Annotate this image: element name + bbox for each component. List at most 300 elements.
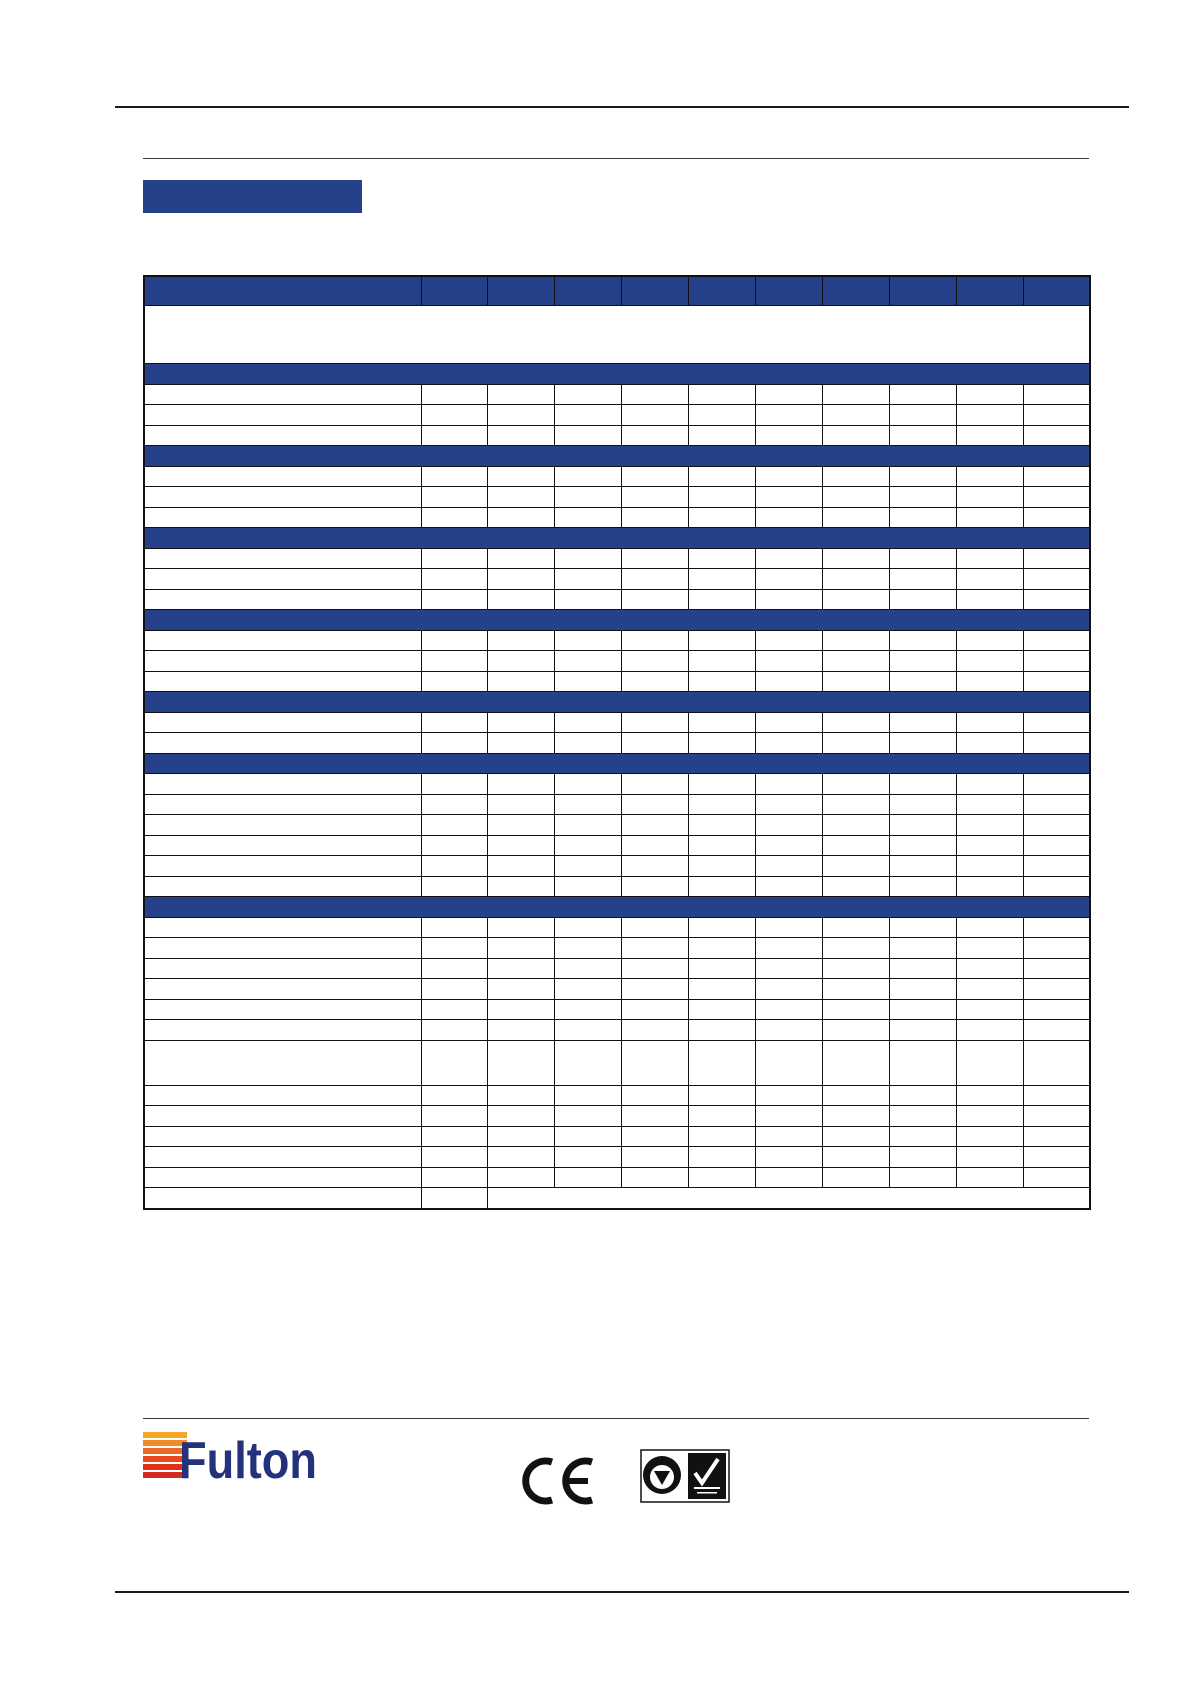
table-cell	[822, 1147, 889, 1168]
table-cell	[822, 507, 889, 528]
header-model-cell	[755, 276, 822, 306]
table-cell	[621, 589, 688, 610]
table-cell	[956, 999, 1023, 1020]
table-cell	[755, 712, 822, 733]
table-row	[144, 466, 1090, 487]
table-cell	[621, 548, 688, 569]
table-cell	[889, 958, 956, 979]
table-cell	[621, 712, 688, 733]
table-cell	[822, 1020, 889, 1041]
table-cell	[889, 979, 956, 1000]
table-cell	[755, 979, 822, 1000]
table-cell	[421, 466, 487, 487]
table-cell	[421, 794, 487, 815]
table-row	[144, 425, 1090, 446]
table-cell	[755, 835, 822, 856]
table-row	[144, 1040, 1090, 1085]
table-cell	[956, 876, 1023, 897]
table-cell	[956, 958, 1023, 979]
table-cell	[688, 958, 755, 979]
table-cell	[421, 1126, 487, 1147]
table-cell	[956, 507, 1023, 528]
table-cell	[621, 774, 688, 795]
table-cell	[956, 1106, 1023, 1127]
table-cell	[487, 794, 554, 815]
table-cell	[822, 794, 889, 815]
table-cell	[554, 569, 621, 590]
table-cell	[688, 630, 755, 651]
row-label-cell	[144, 794, 421, 815]
table-cell	[554, 733, 621, 754]
table-cell	[1023, 487, 1090, 508]
table-cell	[822, 671, 889, 692]
table-cell	[621, 1147, 688, 1168]
table-cell	[956, 1147, 1023, 1168]
table-cell	[889, 938, 956, 959]
table-cell	[956, 405, 1023, 426]
table-cell	[688, 815, 755, 836]
table-cell	[421, 589, 487, 610]
table-cell	[621, 999, 688, 1020]
table-cell	[1023, 1126, 1090, 1147]
table-cell	[621, 487, 688, 508]
table-cell	[755, 507, 822, 528]
section-header-cell	[144, 897, 1090, 918]
table-cell	[487, 671, 554, 692]
table-cell	[889, 999, 956, 1020]
row-label-cell	[144, 630, 421, 651]
table-cell	[822, 856, 889, 877]
table-cell	[554, 630, 621, 651]
table-cell	[889, 569, 956, 590]
table-cell	[755, 651, 822, 672]
table-cell	[688, 651, 755, 672]
table-cell	[956, 1085, 1023, 1106]
table-row	[144, 569, 1090, 590]
table-cell	[822, 589, 889, 610]
table-row	[144, 958, 1090, 979]
table-cell	[421, 958, 487, 979]
table-cell	[621, 1040, 688, 1085]
table-cell	[956, 548, 1023, 569]
row-label-cell	[144, 405, 421, 426]
table-cell	[956, 589, 1023, 610]
table-cell	[956, 979, 1023, 1000]
table-row	[144, 774, 1090, 795]
table-cell	[487, 815, 554, 836]
table-cell	[421, 876, 487, 897]
table-cell	[421, 733, 487, 754]
table-row	[144, 405, 1090, 426]
table-cell	[822, 466, 889, 487]
table-cell	[487, 425, 554, 446]
table-cell	[688, 876, 755, 897]
table-cell	[822, 405, 889, 426]
table-cell	[755, 774, 822, 795]
table-cell	[621, 569, 688, 590]
table-row	[144, 651, 1090, 672]
header-model-cell	[554, 276, 621, 306]
table-cell	[487, 1106, 554, 1127]
table-cell	[554, 712, 621, 733]
table-cell	[421, 712, 487, 733]
table-cell	[487, 1085, 554, 1106]
table-cell	[822, 487, 889, 508]
section-header-cell	[144, 528, 1090, 549]
table-cell	[956, 384, 1023, 405]
table-cell	[487, 487, 554, 508]
table-cell	[889, 548, 956, 569]
row-label-cell	[144, 466, 421, 487]
title-underline	[143, 158, 1089, 159]
section-header-row	[144, 446, 1090, 467]
section-header-row	[144, 364, 1090, 385]
row-label-cell	[144, 733, 421, 754]
table-cell	[688, 1040, 755, 1085]
table-cell	[1023, 815, 1090, 836]
table-cell	[554, 425, 621, 446]
table-cell	[554, 487, 621, 508]
table-cell	[621, 384, 688, 405]
row-label-cell	[144, 835, 421, 856]
row-label-cell	[144, 507, 421, 528]
table-cell	[421, 979, 487, 1000]
header-model-cell	[822, 276, 889, 306]
section-header-row	[144, 897, 1090, 918]
table-cell	[889, 917, 956, 938]
table-cell	[755, 671, 822, 692]
table-cell	[1023, 774, 1090, 795]
table-cell	[1023, 1106, 1090, 1127]
table-cell	[889, 466, 956, 487]
table-cell	[621, 1126, 688, 1147]
table-cell	[487, 876, 554, 897]
table-cell	[889, 1167, 956, 1188]
table-cell	[755, 1106, 822, 1127]
table-cell	[688, 979, 755, 1000]
table-cell	[421, 1106, 487, 1127]
table-cell	[688, 569, 755, 590]
table-cell	[889, 384, 956, 405]
table-cell	[688, 384, 755, 405]
table-cell	[889, 405, 956, 426]
table-cell	[1023, 1040, 1090, 1085]
header-model-cell	[1023, 276, 1090, 306]
table-cell	[956, 1167, 1023, 1188]
section-header-row	[144, 528, 1090, 549]
row-label-cell	[144, 938, 421, 959]
table-cell	[822, 712, 889, 733]
table-cell	[956, 569, 1023, 590]
table-cell	[889, 794, 956, 815]
table-cell	[487, 384, 554, 405]
table-cell	[956, 671, 1023, 692]
table-cell	[822, 651, 889, 672]
row-label-cell	[144, 1040, 421, 1085]
row-label-cell	[144, 548, 421, 569]
table-cell	[554, 671, 621, 692]
table-cell	[956, 733, 1023, 754]
table-cell	[755, 405, 822, 426]
table-cell	[755, 876, 822, 897]
table-cell	[487, 651, 554, 672]
row-label-cell	[144, 1106, 421, 1127]
table-cell	[688, 1020, 755, 1041]
table-cell	[889, 856, 956, 877]
table-cell	[755, 466, 822, 487]
table-cell	[889, 712, 956, 733]
table-cell	[621, 671, 688, 692]
table-cell	[688, 1126, 755, 1147]
table-cell	[554, 1085, 621, 1106]
table-row	[144, 938, 1090, 959]
table-cell	[889, 671, 956, 692]
table-cell	[1023, 938, 1090, 959]
table-cell	[554, 1126, 621, 1147]
table-cell	[421, 487, 487, 508]
table-row	[144, 487, 1090, 508]
table-cell	[621, 1106, 688, 1127]
table-cell	[889, 1040, 956, 1085]
table-row	[144, 1085, 1090, 1106]
table-cell	[822, 774, 889, 795]
table-cell	[487, 1167, 554, 1188]
table-cell	[688, 487, 755, 508]
table-cell	[1023, 651, 1090, 672]
header-model-cell	[621, 276, 688, 306]
table-row	[144, 835, 1090, 856]
table-row	[144, 1167, 1090, 1188]
table-cell	[956, 835, 1023, 856]
section-header-cell	[144, 753, 1090, 774]
row-label-cell	[144, 569, 421, 590]
table-cell	[554, 1106, 621, 1127]
table-cell	[1023, 405, 1090, 426]
table-cell	[688, 733, 755, 754]
section-header-cell	[144, 446, 1090, 467]
header-model-cell	[688, 276, 755, 306]
table-cell	[621, 1085, 688, 1106]
table-cell	[822, 938, 889, 959]
table-cell	[1023, 1167, 1090, 1188]
table-cell	[621, 958, 688, 979]
table-cell	[421, 815, 487, 836]
specification-table-body	[144, 276, 1090, 1209]
table-cell	[621, 507, 688, 528]
fulton-logo-icon	[143, 1430, 318, 1490]
table-cell	[1023, 384, 1090, 405]
table-cell	[621, 876, 688, 897]
table-cell	[688, 548, 755, 569]
table-cell	[487, 548, 554, 569]
table-cell	[487, 938, 554, 959]
table-cell	[1023, 733, 1090, 754]
table-cell	[822, 1126, 889, 1147]
table-cell	[554, 856, 621, 877]
table-cell	[421, 938, 487, 959]
header-rule	[115, 106, 1129, 108]
table-cell	[1023, 466, 1090, 487]
table-header-row	[144, 276, 1090, 306]
table-cell	[487, 1020, 554, 1041]
table-row	[144, 815, 1090, 836]
table-cell	[755, 630, 822, 651]
table-cell	[421, 1188, 487, 1209]
table-cell	[688, 1106, 755, 1127]
table-cell	[688, 589, 755, 610]
section-header-cell	[144, 364, 1090, 385]
table-cell	[822, 815, 889, 836]
table-cell	[487, 856, 554, 877]
table-cell	[421, 999, 487, 1020]
table-cell	[621, 856, 688, 877]
table-cell	[889, 876, 956, 897]
table-cell	[421, 405, 487, 426]
row-label-cell	[144, 1085, 421, 1106]
section-header-row	[144, 610, 1090, 631]
table-cell	[822, 1167, 889, 1188]
table-cell	[822, 548, 889, 569]
table-cell	[1023, 979, 1090, 1000]
row-label-cell	[144, 651, 421, 672]
table-cell	[554, 507, 621, 528]
table-cell	[421, 1085, 487, 1106]
table-cell	[755, 733, 822, 754]
table-cell	[688, 835, 755, 856]
table-cell	[554, 999, 621, 1020]
table-cell	[1023, 794, 1090, 815]
section-header-row	[144, 692, 1090, 713]
table-cell	[956, 630, 1023, 651]
row-label-cell	[144, 876, 421, 897]
table-cell	[487, 774, 554, 795]
row-label-cell	[144, 774, 421, 795]
table-cell	[621, 794, 688, 815]
table-row	[144, 876, 1090, 897]
table-cell	[421, 774, 487, 795]
table-cell	[554, 794, 621, 815]
table-cell	[421, 630, 487, 651]
bsi-ukas-mark-icon	[640, 1449, 730, 1503]
table-cell	[421, 856, 487, 877]
table-cell	[755, 917, 822, 938]
section-header-row	[144, 753, 1090, 774]
table-cell	[755, 569, 822, 590]
table-cell	[554, 979, 621, 1000]
row-label-cell	[144, 384, 421, 405]
table-row	[144, 999, 1090, 1020]
row-label-cell	[144, 856, 421, 877]
table-row	[144, 384, 1090, 405]
header-model-cell	[956, 276, 1023, 306]
table-cell	[956, 425, 1023, 446]
table-row	[144, 507, 1090, 528]
table-row	[144, 1147, 1090, 1168]
header-model-cell	[889, 276, 956, 306]
table-cell	[956, 487, 1023, 508]
table-cell	[487, 507, 554, 528]
table-cell	[621, 917, 688, 938]
table-cell	[755, 425, 822, 446]
row-label-cell	[144, 979, 421, 1000]
table-cell	[889, 630, 956, 651]
table-cell	[688, 671, 755, 692]
table-cell	[554, 938, 621, 959]
table-cell	[554, 815, 621, 836]
bottom-rule	[115, 1591, 1129, 1593]
section-header-cell	[144, 692, 1090, 713]
table-cell	[755, 856, 822, 877]
table-cell	[889, 425, 956, 446]
table-cell	[755, 794, 822, 815]
table-cell	[1023, 958, 1090, 979]
table-row	[144, 589, 1090, 610]
table-cell	[621, 651, 688, 672]
table-cell	[822, 384, 889, 405]
table-cell	[554, 876, 621, 897]
table-cell	[688, 794, 755, 815]
table-cell	[956, 712, 1023, 733]
table-cell	[1023, 548, 1090, 569]
table-cell	[755, 1167, 822, 1188]
table-cell	[956, 774, 1023, 795]
table-cell	[755, 1126, 822, 1147]
table-cell	[1023, 835, 1090, 856]
table-cell	[1023, 1147, 1090, 1168]
table-cell	[688, 405, 755, 426]
table-cell	[688, 1147, 755, 1168]
table-cell	[1023, 856, 1090, 877]
table-cell	[421, 548, 487, 569]
table-cell	[421, 917, 487, 938]
table-cell	[487, 917, 554, 938]
table-cell	[755, 384, 822, 405]
table-cell	[822, 733, 889, 754]
table-row	[144, 548, 1090, 569]
table-cell	[554, 1040, 621, 1085]
row-label-cell	[144, 712, 421, 733]
table-cell	[889, 733, 956, 754]
table-cell	[487, 958, 554, 979]
table-cell	[487, 999, 554, 1020]
header-label-cell	[144, 276, 421, 306]
table-cell	[688, 466, 755, 487]
table-cell	[421, 425, 487, 446]
ce-mark-icon	[520, 1456, 596, 1506]
table-cell	[755, 938, 822, 959]
table-cell	[421, 1020, 487, 1041]
table-cell	[554, 835, 621, 856]
table-cell	[487, 569, 554, 590]
table-cell	[487, 733, 554, 754]
table-cell	[487, 589, 554, 610]
table-cell	[956, 794, 1023, 815]
table-cell	[688, 1085, 755, 1106]
table-cell	[487, 835, 554, 856]
table-cell	[421, 651, 487, 672]
table-cell	[956, 938, 1023, 959]
table-cell	[487, 712, 554, 733]
table-cell	[688, 856, 755, 877]
table-cell	[1023, 671, 1090, 692]
table-cell	[621, 979, 688, 1000]
intro-cell	[144, 306, 1090, 364]
section-title-bar	[143, 180, 362, 213]
row-label-cell	[144, 815, 421, 836]
table-cell	[1023, 507, 1090, 528]
fulton-logo-text: Fulton	[179, 1432, 317, 1490]
table-cell	[554, 651, 621, 672]
